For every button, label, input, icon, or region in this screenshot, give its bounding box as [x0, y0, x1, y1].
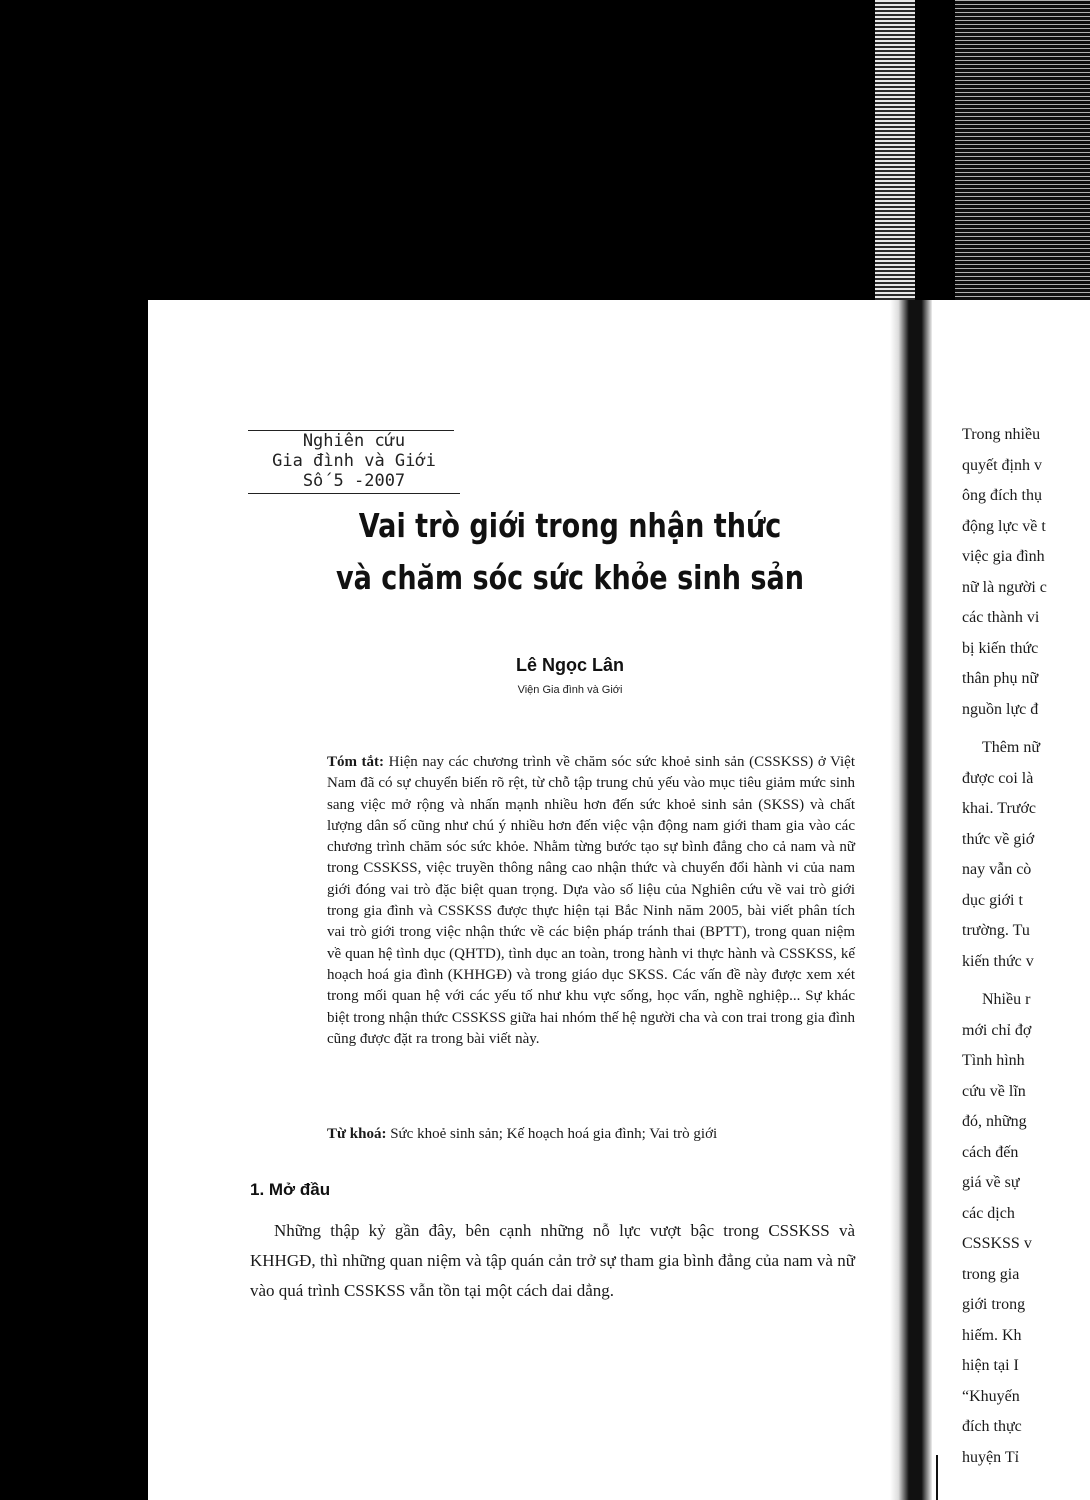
right-page-line: hiện tại I: [962, 1357, 1019, 1374]
title-line-2: và chăm sóc sức khỏe sinh sản: [335, 558, 805, 597]
right-page-line: việc gia đình: [962, 548, 1045, 565]
right-page-line: trong gia: [962, 1265, 1020, 1283]
right-page-line: dục giới t: [962, 891, 1023, 909]
right-page-line: các thành vi: [962, 609, 1040, 626]
author-affiliation: Viện Gia đình và Giới: [517, 684, 623, 696]
right-page-line: quyết định v: [962, 456, 1042, 474]
intro-paragraph: [250, 1216, 855, 1306]
right-page-line: giá về sự: [962, 1174, 1020, 1191]
right-page-line: khai. Trước: [962, 800, 1037, 817]
right-page-text: [932, 420, 1090, 1473]
article-title: [308, 500, 833, 604]
author-name: Lê Ngọc Lân: [515, 655, 624, 675]
right-page-line: bị kiến thức: [962, 639, 1039, 657]
scan-edge-stripes: [955, 0, 1090, 300]
book-gutter: [890, 300, 932, 1500]
right-page-line: huyện Tỉ: [962, 1448, 1020, 1466]
keywords: [327, 1126, 855, 1143]
journal-line-2: Gia đình và Giới: [272, 451, 436, 471]
right-page-line: Thêm nữ: [982, 739, 1040, 756]
journal-line-1: Nghiên cứu: [302, 431, 406, 451]
right-page-line: cách đến: [962, 1143, 1019, 1161]
right-page-line: thân phụ nữ: [962, 670, 1039, 687]
abstract-text: Hiện nay các chương trình về chăm sóc sức khoẻ sinh sản (CSSKSS) ở Việt Nam đã có sự chuyển biến rõ rệt, từ chỗ tập trung chủ yếu vào mục tiêu giảm mức sinh sang việc mở rộng và nhấn mạnh nhiều hơn đến sức khoẻ sinh sản (SKSS) và chất lượng dân số cũng như chú ý nhiều hơn đến việc vận động nam giới tham gia vào các chương trình chăm sóc sức khỏe. Nhằm từng bước tạo sự bình đẳng cho cả nam và nữ trong CSSKSS, việc truyền thông nâng cao nhận thức và chuyển đổi hành vi của nam giới đóng vai trò đặc biệt quan trọng. Dựa vào số liệu của Nghiên cứu về vai trò giới trong gia đình và CSSKSS được thực hiện tại Bắc Ninh năm 2005, bài viết phân tích vai trò giới trong việc nhận thức về các biện pháp tránh thai (BPTT), trong quan niệm về quan hệ tình dục (QHTD), tình dục an toàn, trong hành vi thực hành và CSSKSS, kế hoạch hoá gia đình (KHHGĐ) và trong giáo dục SKSS. Các vấn đề này được xem xét trong mối quan hệ với các yếu tố như khu vực sống, học vấn, nghề nghiệp... Sự khác biệt trong nhận thức CSSKSS giữa hai nhóm thế hệ người cha và con trai trong gia đình cũng được đặt ra trong bài viết này.: [327, 754, 855, 1047]
right-page-line: Trong nhiều: [962, 426, 1041, 443]
book-binding-top: [875, 0, 915, 300]
right-page-line: đích thực: [962, 1418, 1022, 1435]
right-page-line: CSSKSS v: [962, 1235, 1032, 1252]
right-page-line: “Khuyến: [962, 1387, 1020, 1405]
right-page-line: hiếm. Kh: [962, 1326, 1022, 1344]
gutter-mark: [936, 1455, 938, 1500]
right-page-line: trường. Tu: [962, 922, 1030, 939]
right-page-line: kiến thức v: [962, 952, 1034, 970]
right-page-line: nguồn lực đ: [962, 700, 1039, 718]
right-page: [932, 300, 1090, 1500]
right-page-line: cứu về lĩn: [962, 1082, 1026, 1100]
right-page-line: ông đích thụ: [962, 487, 1042, 504]
intro-text: Những thập kỷ gần đây, bên cạnh những nỗ lực vượt bậc trong CSSKSS và KHHGĐ, thì những quan niệm và tập quán cản trở sự tham gia bình đẳng của nam và nữ vào quá trình CSSKSS vẫn tồn tại một cách dai dẳng.: [250, 1221, 855, 1300]
right-page-line: nay vẫn cò: [962, 861, 1032, 878]
right-page-line: được coi là: [962, 769, 1034, 787]
right-page-line: giới trong: [962, 1296, 1026, 1313]
right-page-line: mới chỉ đợ: [962, 1021, 1032, 1039]
abstract: [327, 752, 855, 1050]
right-page-line: nữ là người c: [962, 578, 1047, 596]
right-page-line: đó, những: [962, 1113, 1027, 1130]
journal-header: [248, 430, 460, 494]
abstract-label: Tóm tắt:: [327, 754, 385, 770]
right-page-line: Nhiều r: [982, 991, 1031, 1008]
section-heading: 1. Mở đầu: [250, 1180, 331, 1199]
keywords-label: Từ khoá:: [327, 1126, 387, 1142]
right-page-line: thức về giớ: [962, 830, 1035, 848]
title-line-1: Vai trò giới trong nhận thức: [358, 506, 782, 545]
journal-issue: Số 5 -2007: [302, 471, 406, 491]
right-page-line: Tình hình: [962, 1052, 1025, 1069]
right-page-line: động lực về t: [962, 517, 1046, 535]
keywords-text: Sức khoẻ sinh sản; Kế hoạch hoá gia đình; Vai trò giới: [390, 1126, 718, 1142]
right-page-line: các dịch: [962, 1204, 1015, 1222]
header-rule-bottom: [248, 493, 460, 494]
